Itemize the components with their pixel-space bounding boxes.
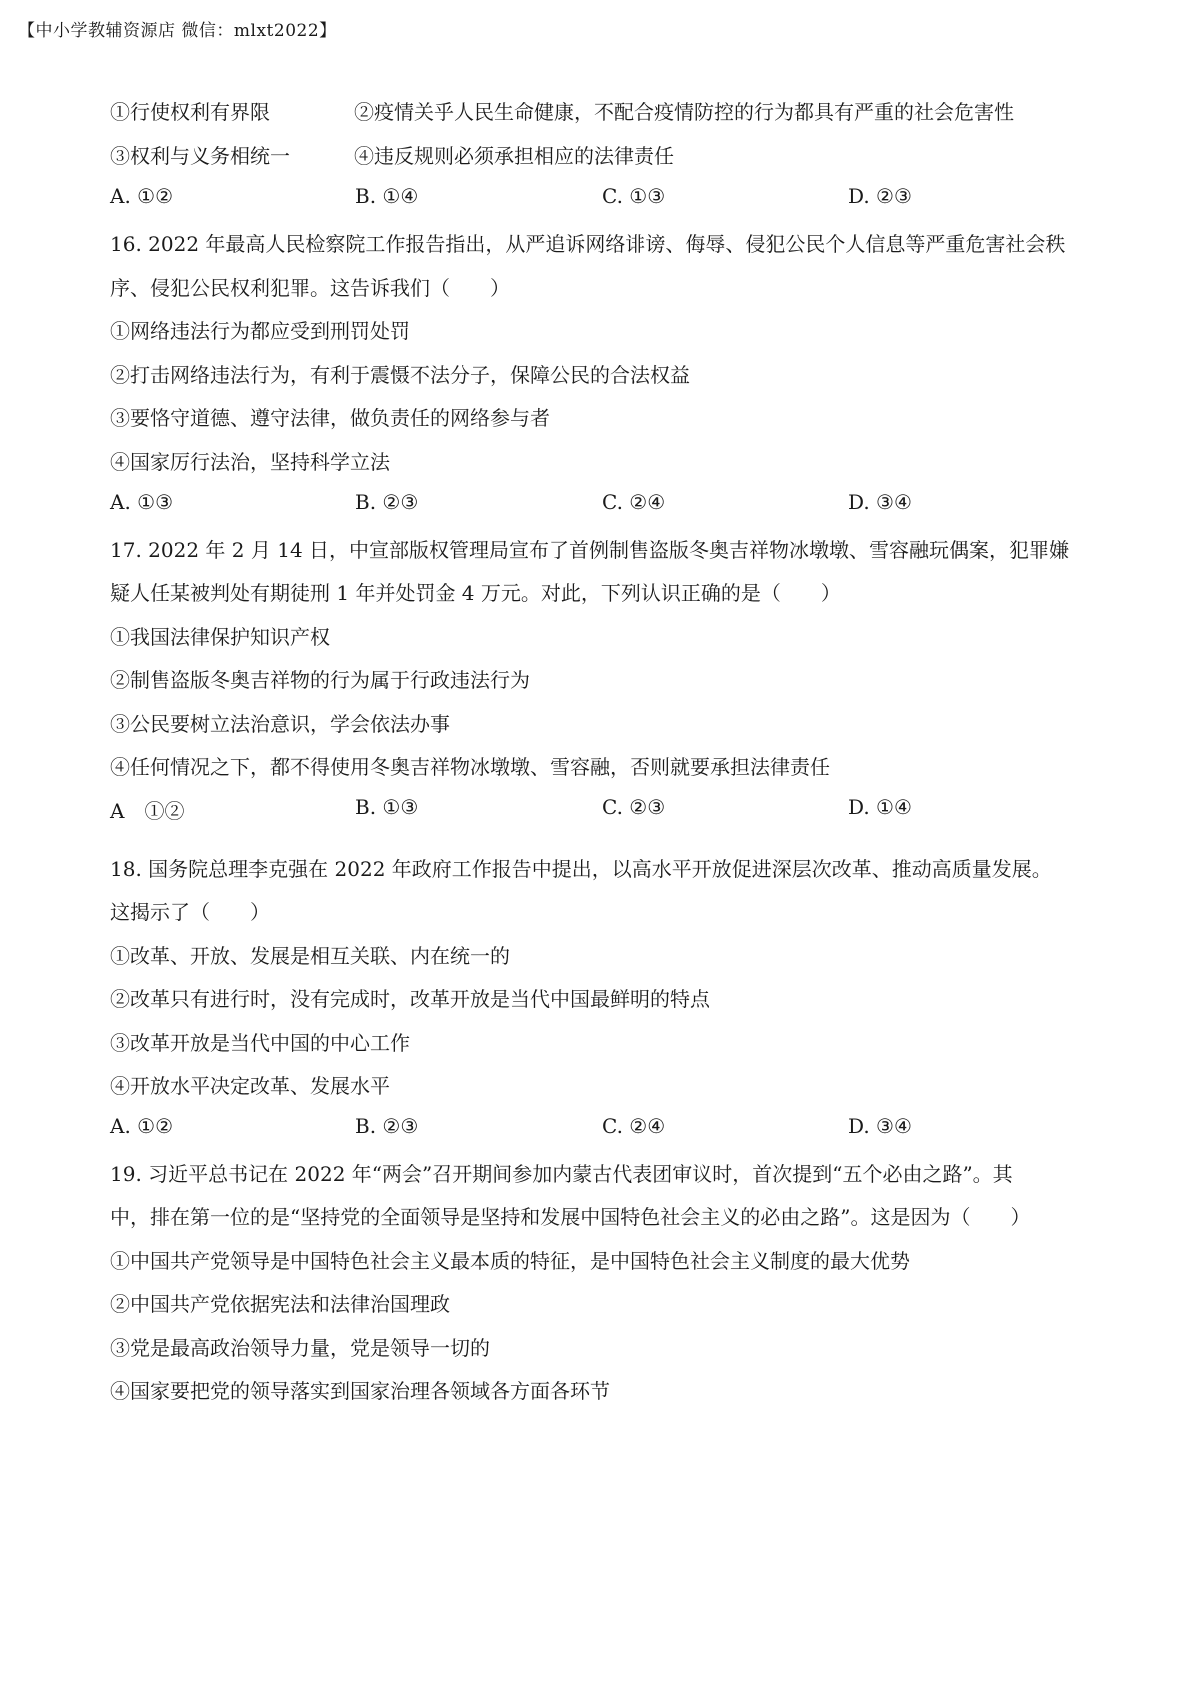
q16-stem-line-1: 16. 2022 年最高人民检察院工作报告指出，从严追诉网络诽谤、侮辱、侵犯公民个人信息等严重危害社会秩 xyxy=(110,232,1066,256)
q19-stem-line-1: 19. 习近平总书记在 2022 年“两会”召开期间参加内蒙古代表团审议时，首次提到“五个必由之路”。其 xyxy=(110,1162,1013,1186)
q17-item-2: ②制售盗版冬奥吉祥物的行为属于行政违法行为 xyxy=(110,668,530,692)
q18-item-1: ①改革、开放、发展是相互关联、内在统一的 xyxy=(110,944,510,968)
q17-item-1: ①我国法律保护知识产权 xyxy=(110,625,330,649)
q19-item-4: ④国家要把党的领导落实到国家治理各领域各方面各环节 xyxy=(110,1379,610,1403)
q17-stem-line-2: 疑人任某被判处有期徒刑 1 年并处罚金 4 万元。对此，下列认识正确的是（ ） xyxy=(110,581,841,605)
q18-item-4: ④开放水平决定改革、发展水平 xyxy=(110,1074,390,1098)
q15-items-row-2 xyxy=(110,140,674,169)
q16-item-2: ②打击网络违法行为，有利于震慑不法分子，保障公民的合法权益 xyxy=(110,363,690,387)
q17-option-b: B. ①③ xyxy=(355,795,419,819)
q19-item-2: ②中国共产党依据宪法和法律治国理政 xyxy=(110,1292,450,1316)
q19-item-3: ③党是最高政治领导力量，党是领导一切的 xyxy=(110,1336,490,1360)
q16-stem-line-2: 序、侵犯公民权利犯罪。这告诉我们（ ） xyxy=(110,276,510,300)
q18-option-d: D. ③④ xyxy=(848,1114,912,1138)
page-header-watermark: 【中小学教辅资源店 微信：mlxt2022】 xyxy=(18,21,337,41)
q15-item-1: ①行使权利有界限 xyxy=(110,100,270,124)
q16-item-1: ①网络违法行为都应受到刑罚处罚 xyxy=(110,319,410,343)
q15-option-a: A. ①② xyxy=(110,184,174,208)
q17-option-a: A ①② xyxy=(110,799,185,823)
q15-items-row-1 xyxy=(110,96,1014,125)
q19-stem-line-2: 中，排在第一位的是“坚持党的全面领导是坚持和发展中国特色社会主义的必由之路”。这是因为（ ） xyxy=(110,1205,1031,1229)
q16-option-d: D. ③④ xyxy=(848,490,912,514)
q16-option-b: B. ②③ xyxy=(355,490,419,514)
q17-item-3: ③公民要树立法治意识，学会依法办事 xyxy=(110,712,450,736)
q17-option-c: C. ②③ xyxy=(602,795,666,819)
q17-stem-line-1: 17. 2022 年 2 月 14 日，中宣部版权管理局宣布了首例制售盗版冬奥吉祥物冰墩墩、雪容融玩偶案，犯罪嫌 xyxy=(110,538,1070,562)
q17-item-4: ④任何情况之下，都不得使用冬奥吉祥物冰墩墩、雪容融，否则就要承担法律责任 xyxy=(110,755,830,779)
q18-item-3: ③改革开放是当代中国的中心工作 xyxy=(110,1031,410,1055)
q16-option-a: A. ①③ xyxy=(110,490,174,514)
q16-item-3: ③要恪守道德、遵守法律，做负责任的网络参与者 xyxy=(110,406,550,430)
q17-option-d: D. ①④ xyxy=(848,795,912,819)
q18-stem-line-1: 18. 国务院总理李克强在 2022 年政府工作报告中提出，以高水平开放促进深层次改革、推动高质量发展。 xyxy=(110,857,1052,881)
q18-stem-line-2: 这揭示了（ ） xyxy=(110,900,270,924)
q15-item-3: ③权利与义务相统一 xyxy=(110,144,290,168)
q18-item-2: ②改革只有进行时，没有完成时，改革开放是当代中国最鲜明的特点 xyxy=(110,987,710,1011)
q16-option-c: C. ②④ xyxy=(602,490,666,514)
q18-option-b: B. ②③ xyxy=(355,1114,419,1138)
q16-item-4: ④国家厉行法治，坚持科学立法 xyxy=(110,450,390,474)
q18-option-a: A. ①② xyxy=(110,1114,174,1138)
q19-item-1: ①中国共产党领导是中国特色社会主义最本质的特征，是中国特色社会主义制度的最大优势 xyxy=(110,1249,910,1273)
q15-item-2: ②疫情关乎人民生命健康，不配合疫情防控的行为都具有严重的社会危害性 xyxy=(354,100,1014,124)
q18-option-c: C. ②④ xyxy=(602,1114,666,1138)
q15-option-d: D. ②③ xyxy=(848,184,912,208)
q15-item-4: ④违反规则必须承担相应的法律责任 xyxy=(354,144,674,168)
q15-option-b: B. ①④ xyxy=(355,184,419,208)
q15-option-c: C. ①③ xyxy=(602,184,666,208)
